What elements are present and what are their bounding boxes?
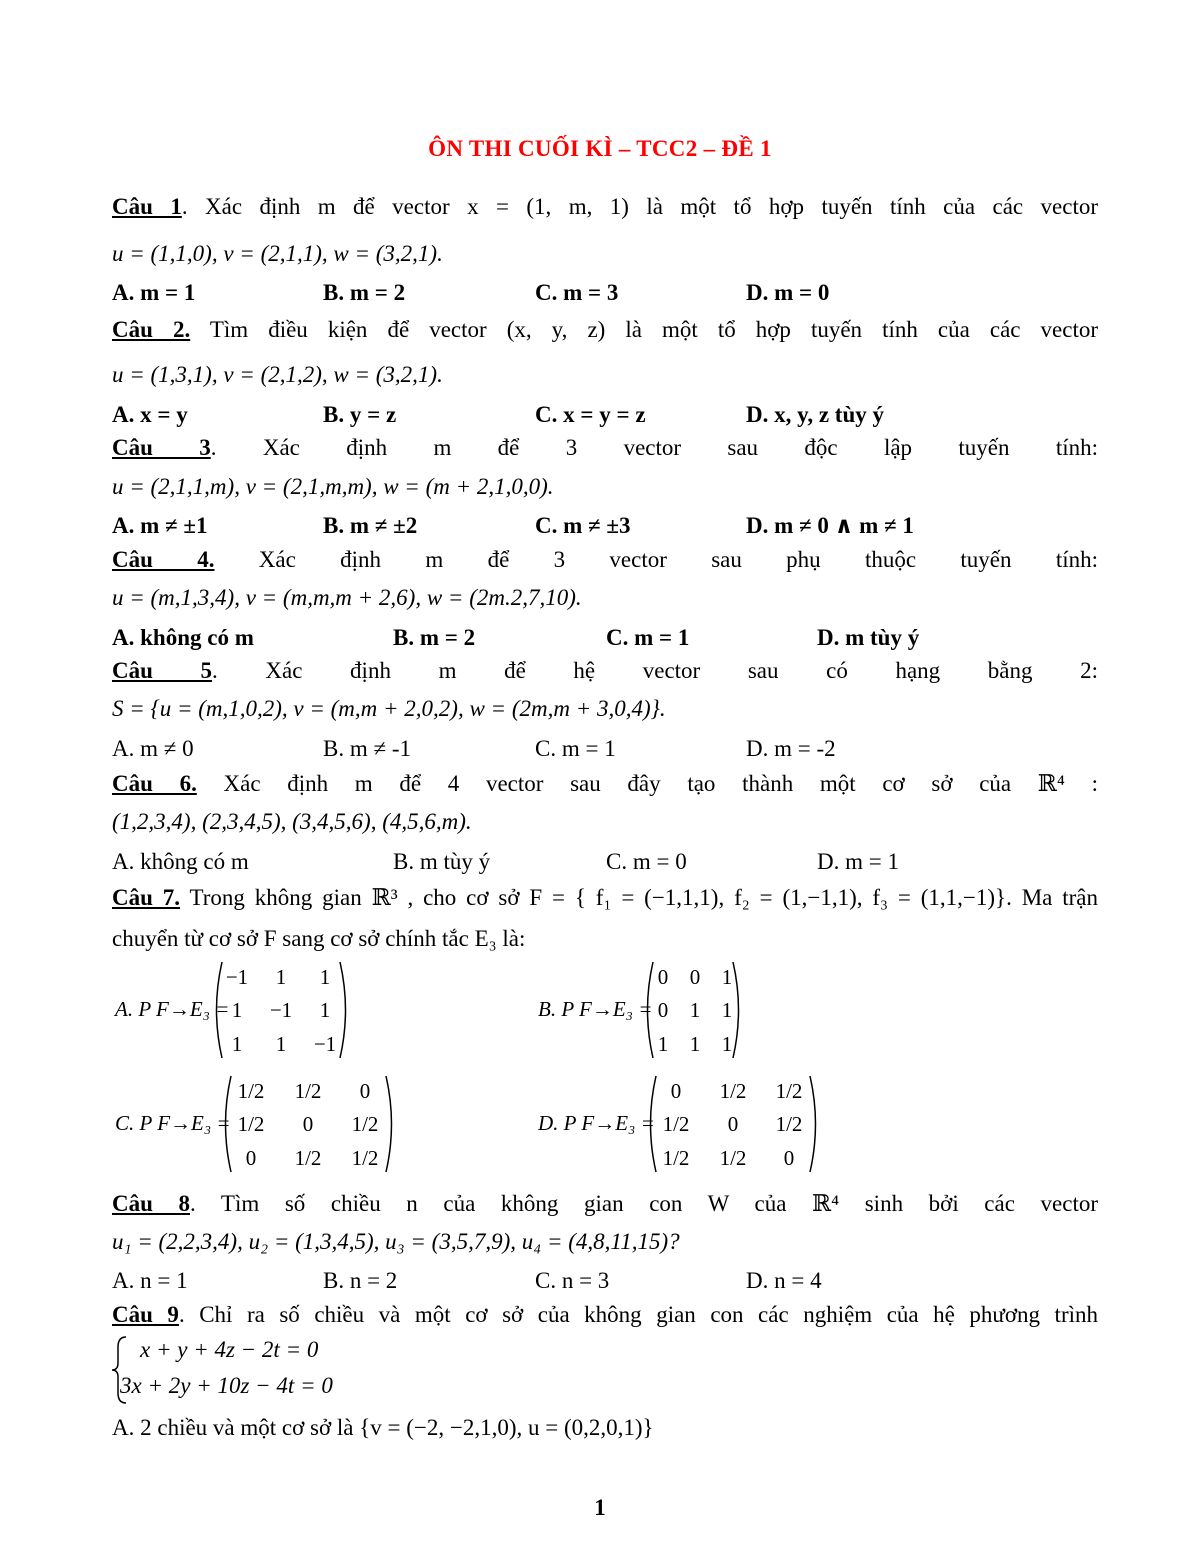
matrix-b-cell: 1	[721, 1032, 733, 1056]
matrix-b-cell: 1	[721, 965, 733, 989]
matrix-a-cell: 1	[275, 1032, 287, 1056]
question-9-text: . Chỉ ra số chiều và một cơ sở của không gian con các nghiệm của hệ phương trình	[178, 1302, 1098, 1327]
q3-option-a: A. m ≠ ±1	[112, 513, 208, 538]
q6-option-d: D. m = 1	[817, 849, 899, 874]
matrix-d-cell: 1/2	[662, 1146, 690, 1170]
matrix-c-cell: 1/2	[237, 1079, 265, 1103]
question-7-text2: chuyển từ cơ sở F sang cơ sở chính tắc E₃ là:	[112, 926, 526, 951]
q6-option-a: A. không có m	[112, 849, 249, 874]
question-7-text: Trong không gian ℝ³ , cho cơ sở F = { f₁ = (−1,1,1), f₂ = (1,−1,1), f₃ = (1,1,−1)}. Ma trận	[180, 885, 1098, 910]
matrix-d-cell: 1/2	[719, 1079, 747, 1103]
matrix-d-label: D. P F→E₃ =	[538, 1111, 655, 1135]
matrix-c-cell: 1/2	[351, 1112, 379, 1136]
question-8-text: . Tìm số chiều n của không gian con W của ℝ⁴ sinh bởi các vector	[190, 1191, 1098, 1216]
q1-option-b: B. m = 2	[323, 280, 406, 305]
matrix-a-cell: 1	[231, 998, 243, 1022]
question-5-vectors: S = {u = (m,1,0,2), v = (m,m + 2,0,2), w = (2m,m + 3,0,4)}.	[112, 696, 666, 721]
question-4-vectors: u = (m,1,3,4), v = (m,m,m + 2,6), w = (2m.2,7,10).	[112, 585, 582, 610]
q4-option-a: A. không có m	[112, 625, 254, 650]
q3-option-d: D. m ≠ 0 ∧ m ≠ 1	[746, 513, 914, 538]
q8-option-b: B. n = 2	[323, 1268, 398, 1293]
question-3-vectors: u = (2,1,1,m), v = (2,1,m,m), w = (m + 2,1,0,0).	[112, 474, 554, 499]
q2-option-b: B. y = z	[323, 402, 397, 427]
matrix-c-cell: 0	[359, 1079, 371, 1103]
question-2-vectors: u = (1,3,1), v = (2,1,2), w = (3,2,1).	[112, 362, 443, 387]
question-1-vectors: u = (1,1,0), v = (2,1,1), w = (3,2,1).	[112, 241, 443, 266]
q4-option-b: B. m = 2	[393, 625, 476, 650]
question-8	[112, 1190, 1098, 1218]
matrix-d-cell: 1/2	[775, 1079, 803, 1103]
q2-option-d: D. x, y, z tùy ý	[746, 402, 884, 427]
matrix-d-cell: 0	[670, 1079, 682, 1103]
matrix-b-cell: 1	[689, 998, 701, 1022]
matrix-c-label: C. P F→E₃ =	[115, 1111, 231, 1135]
matrix-c-cell: 1/2	[237, 1112, 265, 1136]
question-9	[112, 1301, 1098, 1329]
matrix-d-cell: 1/2	[775, 1112, 803, 1136]
q6-option-b: B. m tùy ý	[393, 849, 491, 874]
question-8-vectors: u₁ = (2,2,3,4), u₂ = (1,3,4,5), u₃ = (3,5,7,9), u₄ = (4,8,11,15)?	[112, 1229, 680, 1254]
question-3-text: . Xác định m để 3 vector sau độc lập tuyến tính:	[210, 435, 1098, 460]
matrix-b-cell: 0	[689, 965, 701, 989]
matrix-a-cell: −1	[313, 1032, 337, 1056]
q5-option-c: C. m = 1	[535, 736, 616, 761]
matrix-b-cell: 0	[657, 998, 669, 1022]
system-equation-2: 3x + 2y + 10z − 4t = 0	[120, 1373, 333, 1398]
question-3-label: Câu 3	[112, 435, 211, 460]
q1-option-c: C. m = 3	[535, 280, 619, 305]
matrix-b-cell: 1	[721, 998, 733, 1022]
q4-option-c: C. m = 1	[606, 625, 690, 650]
question-6-label: Câu 6.	[112, 771, 197, 796]
q5-option-d: D. m = -2	[746, 736, 836, 761]
matrix-a-cell: −1	[225, 965, 249, 989]
matrix-d-cell: 0	[783, 1146, 795, 1170]
matrix-d-cell: 1/2	[662, 1112, 690, 1136]
question-1-text: . Xác định m để vector x = (1, m, 1) là một tổ hợp tuyến tính của các vector	[181, 194, 1099, 219]
matrix-a-cell: 1	[231, 1032, 243, 1056]
matrix-c-cell: 0	[302, 1112, 314, 1136]
q3-option-b: B. m ≠ ±2	[323, 513, 418, 538]
matrix-a-label: A. P F→E₃ =	[115, 997, 230, 1021]
q2-option-c: C. x = y = z	[535, 402, 646, 427]
question-6-vectors: (1,2,3,4), (2,3,4,5), (3,4,5,6), (4,5,6,m).	[112, 809, 472, 834]
page-title: ÔN THI CUỐI KÌ – TCC2 – ĐỀ 1	[428, 136, 772, 161]
matrix-c-cell: 1/2	[351, 1146, 379, 1170]
matrix-d-cell: 1/2	[719, 1146, 747, 1170]
question-2-text: Tìm điều kiện để vector (x, y, z) là một tổ hợp tuyến tính của các vector	[190, 317, 1099, 342]
q6-option-c: C. m = 0	[606, 849, 687, 874]
matrix-c-cell: 1/2	[294, 1146, 322, 1170]
page-number: 1	[594, 1495, 606, 1520]
q1-option-a: A. m = 1	[112, 280, 196, 305]
q4-option-d: D. m tùy ý	[817, 625, 920, 650]
q5-option-a: A. m ≠ 0	[112, 736, 194, 761]
matrix-a-cell: −1	[269, 998, 293, 1022]
q9-option-a: A. 2 chiều và một cơ sở là {v = (−2, −2,1,0), u = (0,2,0,1)}	[112, 1415, 654, 1440]
question-1-label: Câu 1	[112, 194, 182, 219]
matrix-b-cell: 0	[657, 965, 669, 989]
question-5-text: . Xác định m để hệ vector sau có hạng bằng 2:	[212, 658, 1098, 683]
system-equation-1: x + y + 4z − 2t = 0	[140, 1337, 319, 1362]
matrix-b-cell: 1	[689, 1032, 701, 1056]
q3-option-c: C. m ≠ ±3	[535, 513, 631, 538]
q2-option-a: A. x = y	[112, 402, 188, 427]
q5-option-b: B. m ≠ -1	[323, 736, 412, 761]
q8-option-d: D. n = 4	[746, 1268, 822, 1293]
question-4-label: Câu 4.	[112, 547, 215, 572]
question-6-text: Xác định m để 4 vector sau đây tạo thành một cơ sở của ℝ⁴ :	[196, 771, 1098, 796]
matrix-b-cell: 1	[657, 1032, 669, 1056]
question-4-text: Xác định m để 3 vector sau phụ thuộc tuyến tính:	[214, 547, 1099, 572]
matrix-d-cell: 0	[727, 1112, 739, 1136]
matrix-a-cell: 1	[319, 965, 331, 989]
matrix-a-cell: 1	[275, 965, 287, 989]
matrix-c-cell: 0	[245, 1146, 257, 1170]
matrix-b-label: B. P F→E₃ =	[538, 997, 653, 1021]
q1-option-d: D. m = 0	[746, 280, 830, 305]
matrix-a-cell: 1	[319, 998, 331, 1022]
question-9-label: Câu 9	[112, 1302, 179, 1327]
question-8-label: Câu 8	[112, 1191, 190, 1216]
matrix-c-cell: 1/2	[294, 1079, 322, 1103]
question-7-label: Câu 7.	[112, 885, 181, 910]
question-5-label: Câu 5	[112, 658, 213, 683]
q8-option-c: C. n = 3	[535, 1268, 610, 1293]
question-2-label: Câu 2.	[112, 317, 191, 342]
q8-option-a: A. n = 1	[112, 1268, 188, 1293]
